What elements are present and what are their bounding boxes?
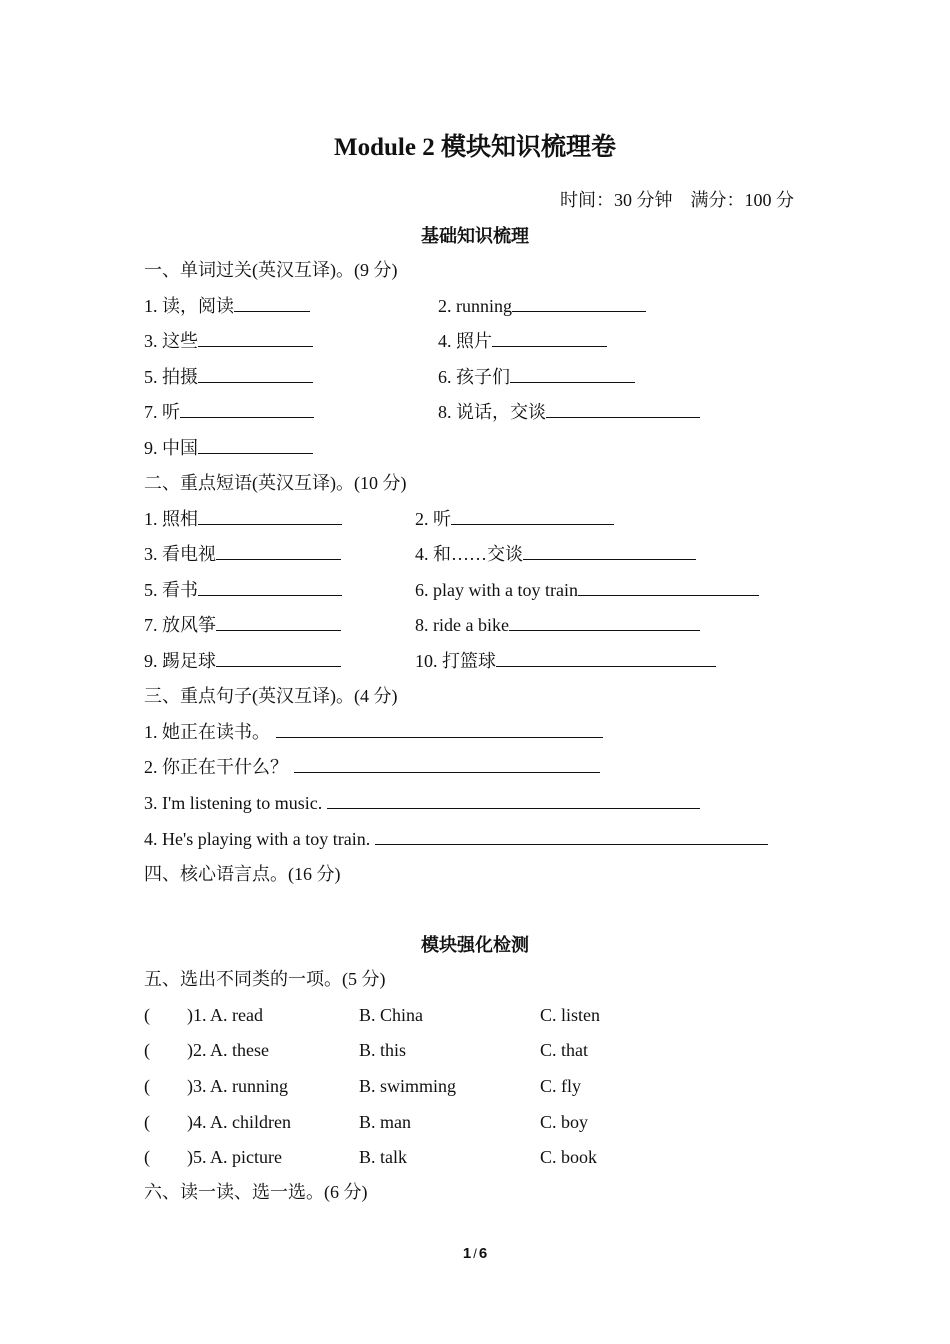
- phrase-item: 3. 看电视: [144, 543, 341, 565]
- vocab-item: 7. 听: [144, 401, 314, 423]
- phrase-item: 5. 看书: [144, 579, 342, 601]
- choice-option-c: C. fly: [540, 1076, 582, 1096]
- choice-option-b: B. swimming: [359, 1076, 457, 1096]
- choice-option-a: )4. A. children: [187, 1112, 291, 1132]
- vocab-item: 6. 孩子们: [438, 366, 635, 388]
- exam-meta: 时间：30 分钟 满分：100 分: [560, 190, 794, 210]
- part4-heading: 四、核心语言点。(16 分): [144, 864, 341, 884]
- choice-option-b: B. this: [359, 1040, 407, 1060]
- choice-option-c: C. listen: [540, 1005, 601, 1025]
- sentence-item: 2. 你正在干什么？: [144, 756, 600, 778]
- part5-heading: 五、选出不同类的一项。(5 分): [144, 969, 386, 989]
- phrase-item: 6. play with a toy train: [415, 579, 759, 601]
- sentence-item: 1. 她正在读书。: [144, 721, 603, 743]
- choice-paren: (: [144, 1147, 150, 1167]
- choice-paren: (: [144, 1040, 150, 1060]
- page-title: Module 2 模块知识梳理卷: [334, 134, 616, 161]
- phrase-item: 4. 和……交谈: [415, 543, 696, 565]
- choice-option-c: C. boy: [540, 1112, 589, 1132]
- part6-heading: 六、读一读、选一选。(6 分): [144, 1182, 368, 1202]
- phrase-item: 7. 放风筝: [144, 614, 341, 636]
- vocab-item: 1. 读，阅读: [144, 295, 310, 317]
- vocab-item: 2. running: [438, 295, 646, 317]
- choice-option-b: B. man: [359, 1112, 411, 1132]
- choice-option-a: )5. A. picture: [187, 1147, 282, 1167]
- page-total: 6: [478, 1245, 488, 1262]
- choice-option-c: C. book: [540, 1147, 598, 1167]
- choice-option-a: )3. A. running: [187, 1076, 288, 1096]
- section-heading-basic: 基础知识梳理: [421, 226, 529, 246]
- choice-option-a: )2. A. these: [187, 1040, 269, 1060]
- section-heading-test: 模块强化检测: [421, 935, 529, 955]
- part3-heading: 三、重点句子(英汉互译)。(4 分): [144, 686, 398, 706]
- vocab-item: 4. 照片: [438, 330, 607, 352]
- choice-paren: (: [144, 1005, 150, 1025]
- part1-heading: 一、单词过关(英汉互译)。(9 分): [144, 260, 398, 280]
- page-number: 1 / 6: [462, 1245, 488, 1262]
- choice-paren: (: [144, 1076, 150, 1096]
- phrase-item: 8. ride a bike: [415, 614, 700, 636]
- vocab-item: 5. 拍摄: [144, 366, 313, 388]
- part2-heading: 二、重点短语(英汉互译)。(10 分): [144, 473, 407, 493]
- choice-option-c: C. that: [540, 1040, 588, 1060]
- choice-paren: (: [144, 1112, 150, 1132]
- sentence-item: 4. He's playing with a toy train.: [144, 828, 768, 850]
- vocab-item: 8. 说话，交谈: [438, 401, 700, 423]
- phrase-item: 9. 踢足球: [144, 650, 341, 672]
- choice-option-a: )1. A. read: [187, 1005, 263, 1025]
- vocab-item: 3. 这些: [144, 330, 313, 352]
- sentence-item: 3. I'm listening to music.: [144, 792, 700, 814]
- vocab-item: 9. 中国: [144, 437, 313, 459]
- choice-option-b: B. China: [359, 1005, 424, 1025]
- phrase-item: 1. 照相: [144, 508, 342, 530]
- page-current: 1: [462, 1245, 472, 1262]
- phrase-item: 2. 听: [415, 508, 614, 530]
- phrase-item: 10. 打篮球: [415, 650, 716, 672]
- choice-option-b: B. talk: [359, 1147, 407, 1167]
